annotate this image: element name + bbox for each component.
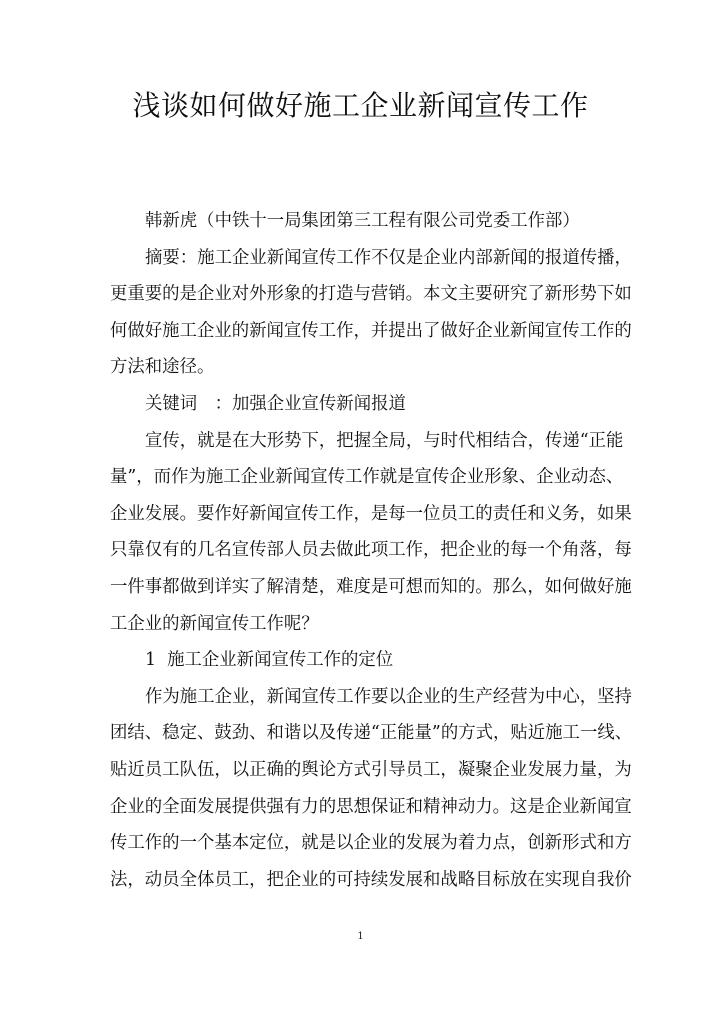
- author-line: 韩新虎（中铁十一局集团第三工程有限公司党委工作部）: [145, 211, 580, 231]
- abstract-line: 摘要：施工企业新闻宣传工作不仅是企业内部新闻的报道传播，: [145, 247, 632, 268]
- intro-paragraph: [110, 423, 632, 643]
- section-1-heading: 1 施工企业新闻宣传工作的定位: [145, 650, 394, 671]
- section-1-paragraph: [110, 679, 633, 899]
- section-1-line: 作为施工企业，新闻宣传工作要以企业的生产经营为中心，坚持: [145, 686, 632, 707]
- intro-line: 工企业的新闻宣传工作呢？: [110, 613, 319, 634]
- keywords-line: 关键词 ：加强企业宣传新闻报道: [145, 393, 406, 414]
- section-1-line: 企业的全面发展提供强有力的思想保证和精神动力。这是企业新闻宣: [110, 796, 632, 817]
- intro-line: 一件事都做到详实了解清楚，难度是可想而知的。那么，如何做好施: [110, 576, 632, 597]
- document-title: 浅谈如何做好施工企业新闻宣传工作: [132, 89, 589, 122]
- intro-line: 量”，而作为施工企业新闻宣传工作就是宣传企业形象、企业动态、: [110, 467, 624, 488]
- section-1-line: 传工作的一个基本定位，就是以企业的发展为着力点，创新形式和方: [110, 833, 632, 854]
- section-1-line: 贴近员工队伍，以正确的舆论方式引导员工，凝聚企业发展力量，为: [110, 759, 632, 780]
- abstract-paragraph: [110, 240, 632, 386]
- abstract-line: 更重要的是企业对外形象的打造与营销。本文主要研究了新形势下如: [110, 284, 632, 305]
- section-1-line: 团结、稳定、鼓劲、和谐以及传递“正能量”的方式，贴近施工一线、: [110, 723, 633, 744]
- intro-line: 只靠仅有的几名宣传部人员去做此项工作，把企业的每一个角落，每: [110, 540, 632, 561]
- page-number: 1: [357, 931, 364, 942]
- document-body: [110, 203, 633, 898]
- abstract-line: 方法和途径。: [110, 357, 215, 378]
- abstract-line: 何做好施工企业的新闻宣传工作，并提出了做好企业新闻宣传工作的: [110, 320, 632, 341]
- section-1-line: 法，动员全体员工，把企业的可持续发展和战略目标放在实现自我价: [110, 869, 632, 890]
- intro-line: 宣传，就是在大形势下，把握全局，与时代相结合，传递“正能: [145, 430, 624, 451]
- intro-line: 企业发展。要作好新闻宣传工作，是每一位员工的责任和义务，如果: [110, 503, 632, 524]
